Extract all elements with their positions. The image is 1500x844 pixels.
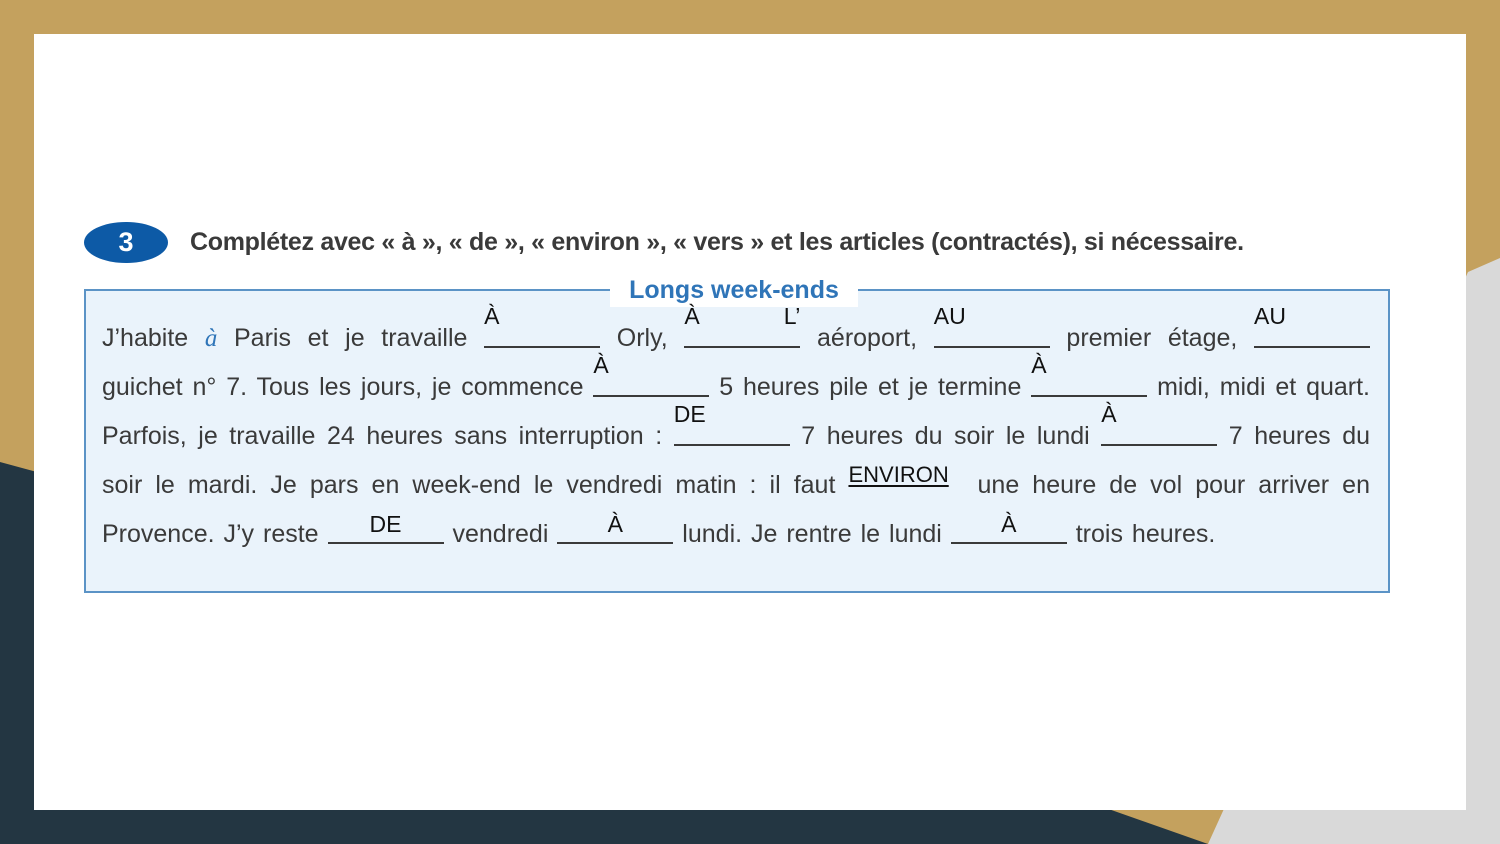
text-segment: soir le mardi. Je pars en week-end le vendredi matin : il faut — [102, 471, 849, 499]
answer-3: AU — [933, 303, 966, 329]
exercise-instruction: Complétez avec « à », « de », « environ », « vers » et les articles (contractés), si nécessaire. — [190, 228, 1244, 256]
text-segment: 5 heures pile et je termine — [719, 373, 1032, 401]
blank-11[interactable] — [557, 511, 673, 544]
answer-6: À — [1031, 352, 1047, 378]
text-segment: vendredi — [452, 520, 558, 548]
text-segment: Orly, — [616, 324, 685, 352]
example-answer: à — [204, 325, 218, 352]
text-segment: J’habite — [102, 324, 205, 352]
blank-7[interactable] — [673, 401, 790, 446]
blank-5[interactable] — [593, 352, 709, 397]
text-segment: trois heures. — [1075, 520, 1216, 548]
text-segment: aéroport, — [817, 324, 934, 352]
answer-7: DE — [673, 401, 706, 427]
blank-9[interactable] — [848, 462, 964, 495]
blank-4[interactable] — [1254, 303, 1370, 348]
answer-8: À — [1101, 401, 1117, 427]
text-segment: 7 heures du soir le lundi — [801, 422, 1102, 450]
text-segment: premier étage, — [1066, 324, 1254, 352]
text-segment: Paris et je travaille — [217, 324, 485, 352]
text-segment: guichet n° 7. Tous les jours, je commence — [102, 373, 594, 401]
answer-5: À — [593, 352, 609, 378]
text-segment: midi, midi et quart. — [1157, 373, 1371, 401]
blank-10[interactable] — [328, 511, 444, 544]
text-line-1 — [102, 303, 1370, 356]
exercise-number: 3 — [118, 227, 134, 257]
exercise-title: Longs week-ends — [610, 273, 858, 307]
answer-10: DE — [369, 511, 402, 537]
text-segment: lundi. Je rentre le lundi — [682, 520, 951, 548]
answer-9: ENVIRON — [848, 462, 949, 487]
blank-3[interactable] — [933, 303, 1050, 348]
answer-11: À — [607, 511, 624, 537]
answer-4: AU — [1254, 303, 1286, 329]
blank-1[interactable] — [484, 303, 600, 348]
blank-12[interactable] — [951, 511, 1067, 544]
answer-1: À — [484, 303, 500, 329]
blank-6[interactable] — [1031, 352, 1147, 397]
blank-8[interactable] — [1101, 401, 1217, 446]
exercise-number-badge — [84, 222, 168, 263]
text-line-4 — [102, 462, 1370, 503]
answer-2: À L’ — [684, 303, 801, 329]
text-segment: Provence. J’y reste — [102, 520, 328, 548]
text-segment: une heure de vol pour arriver en — [977, 471, 1370, 499]
text-line-5 — [102, 511, 1370, 552]
blank-2[interactable] — [684, 303, 801, 348]
answer-12: À — [1001, 511, 1017, 537]
text-segment: Parfois, je travaille 24 heures sans interruption : — [102, 422, 674, 450]
text-segment: 7 heures du — [1228, 422, 1371, 450]
text-line-3 — [102, 401, 1371, 454]
